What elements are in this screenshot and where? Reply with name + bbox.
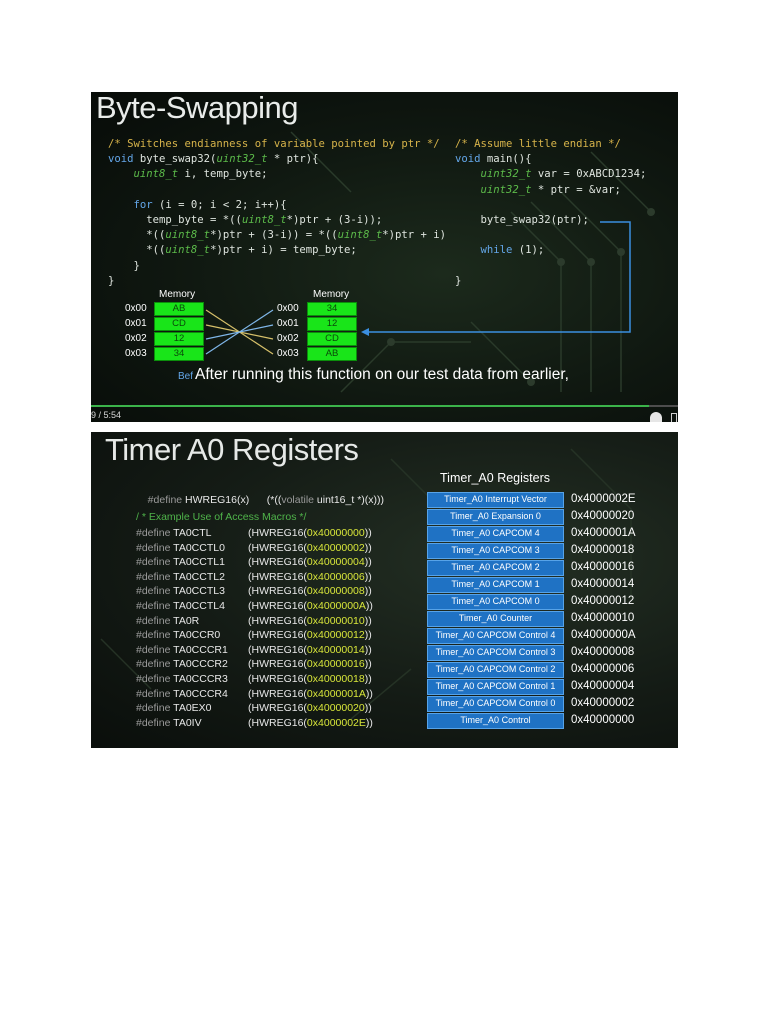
code-line <box>455 228 646 243</box>
fullscreen-icon[interactable] <box>671 413 677 422</box>
code-token: byte_swap32( <box>133 153 217 166</box>
hwreg-call: (HWREG16( <box>248 585 307 598</box>
register-address-hex: 0x4000001A <box>306 687 366 700</box>
register-cell: Timer_A0 CAPCOM 2 <box>427 560 564 576</box>
code-token: uint8_t <box>165 229 211 242</box>
register-address: 0x40000018 <box>571 543 635 556</box>
register-macro-name: TA0CCTL2 <box>170 570 225 583</box>
define-keyword: #define <box>136 702 171 715</box>
register-address: 0x40000000 <box>571 713 635 726</box>
define-name <box>136 629 220 641</box>
code-token: *)ptr + i) <box>382 229 447 242</box>
define-value <box>248 615 372 627</box>
register-cell: Timer_A0 CAPCOM 1 <box>427 577 564 593</box>
code-line <box>108 243 446 258</box>
register-cell: Timer_A0 CAPCOM 0 <box>427 594 564 610</box>
code-token: uint8_t <box>337 229 383 242</box>
hwreg-close: )) <box>364 702 372 715</box>
register-address: 0x40000006 <box>571 662 635 675</box>
memory-cell: 12 <box>154 332 204 346</box>
code-token: var = 0xABCD1234; <box>531 168 647 181</box>
register-macro-name: TA0CCTL0 <box>170 541 225 554</box>
register-macro-name: TA0CCTL4 <box>170 600 225 612</box>
define-name <box>136 688 228 700</box>
register-macro-name: TA0R <box>170 614 200 627</box>
code-token: void <box>108 153 134 166</box>
define-keyword: #define <box>136 527 171 539</box>
register-address: 0x4000002E <box>571 492 636 505</box>
register-macro-name: TA0CCR0 <box>170 629 221 642</box>
define-value <box>248 585 372 597</box>
register-address-hex: 0x40000006 <box>306 570 365 583</box>
register-address-hex: 0x40000018 <box>306 673 365 685</box>
register-cell: Timer_A0 Control <box>427 713 564 729</box>
code-token <box>455 244 481 256</box>
code-line <box>108 152 446 167</box>
register-address: 0x40000014 <box>571 577 635 590</box>
hwreg-close: )) <box>364 614 372 627</box>
hwreg-body-pre: (*(( <box>266 494 282 506</box>
register-address: 0x40000002 <box>571 696 635 709</box>
hwreg-call: (HWREG16( <box>248 600 307 612</box>
define-value <box>248 658 372 670</box>
memory-address: 0x01 <box>125 318 147 329</box>
register-macro-name: TA0CCCR2 <box>170 658 228 671</box>
settings-icon[interactable] <box>650 412 662 422</box>
code-token: uint32_t <box>216 153 268 166</box>
define-name <box>136 571 225 583</box>
code-line <box>455 213 646 228</box>
define-keyword: #define <box>136 673 171 685</box>
register-macro-name: TA0CCCR1 <box>170 643 228 656</box>
register-address-hex: 0x40000008 <box>306 585 365 598</box>
hwreg-call: (HWREG16( <box>248 541 307 554</box>
memory-after-label: Memory <box>313 289 350 300</box>
memory-cell: CD <box>307 332 357 346</box>
hwreg-call: (HWREG16( <box>248 614 307 627</box>
hwreg-close: )) <box>365 687 373 700</box>
hwreg-close: )) <box>364 541 372 554</box>
code-line <box>108 183 446 198</box>
swap-lines <box>206 310 273 354</box>
code-line <box>455 137 646 152</box>
code-line <box>108 198 446 213</box>
main-function-code <box>455 137 646 289</box>
code-token: main(){ <box>480 153 532 166</box>
code-token: } <box>108 274 115 287</box>
code-token: uint8_t <box>133 168 179 181</box>
register-macro-name: TA0IV <box>170 716 202 729</box>
code-line <box>108 137 446 152</box>
define-keyword: #define <box>136 600 171 612</box>
code-token: *)ptr + (3-i)); <box>286 214 383 226</box>
hwreg-close: )) <box>365 716 373 729</box>
register-address-hex: 0x40000002 <box>306 541 365 554</box>
memory-cell: AB <box>307 347 357 361</box>
memory-cell: 34 <box>307 302 357 316</box>
memory-cell: 34 <box>154 347 204 361</box>
define-keyword: #define <box>136 585 171 598</box>
register-address-hex: 0x40000014 <box>306 643 365 656</box>
define-name <box>136 702 212 714</box>
register-macro-name: TA0CTL <box>170 527 212 539</box>
code-token: *(( <box>108 229 166 242</box>
register-address-hex: 0x40000000 <box>306 527 365 539</box>
register-table-title: Timer_A0 Registers <box>440 471 550 485</box>
code-line <box>108 228 446 243</box>
define-keyword: #define <box>136 614 171 627</box>
register-macro-name: TA0CCTL1 <box>170 556 225 569</box>
register-cell: Timer_A0 CAPCOM Control 2 <box>427 662 564 678</box>
register-macro-name: TA0EX0 <box>170 702 212 715</box>
register-macro-name: TA0CCTL3 <box>170 585 225 598</box>
register-cell: Timer_A0 CAPCOM Control 3 <box>427 645 564 661</box>
define-name <box>136 585 225 597</box>
define-value <box>248 600 373 612</box>
register-address: 0x40000004 <box>571 679 635 692</box>
code-token: temp_byte = *(( <box>108 214 242 226</box>
code-token: } <box>108 259 140 272</box>
code-line <box>108 213 446 228</box>
code-line <box>455 274 646 289</box>
code-token: i, temp_byte; <box>178 168 268 181</box>
register-address-hex: 0x40000016 <box>306 658 365 671</box>
hwreg-close: )) <box>364 527 372 539</box>
hwreg-close: )) <box>364 673 372 685</box>
define-keyword: #define <box>136 556 171 569</box>
register-cell: Timer_A0 Counter <box>427 611 564 627</box>
hwreg-body-post: uint16_t *)(x))) <box>314 494 385 506</box>
define-value <box>248 542 372 554</box>
define-name <box>136 542 225 554</box>
hwreg-close: )) <box>364 643 372 656</box>
define-keyword: #define <box>136 658 171 671</box>
define-value <box>248 571 372 583</box>
hwreg-close: )) <box>364 658 372 671</box>
hwreg-call: (HWREG16( <box>248 658 307 671</box>
register-address-hex: 0x40000020 <box>306 702 365 715</box>
define-value <box>248 644 372 656</box>
register-cell: Timer_A0 CAPCOM Control 0 <box>427 696 564 712</box>
register-macro-name: TA0CCCR3 <box>170 673 228 685</box>
code-line <box>455 259 646 274</box>
code-token: *(( <box>108 244 166 257</box>
code-token: uint32_t <box>480 183 532 196</box>
code-token <box>455 184 481 196</box>
memory-address: 0x03 <box>277 348 299 359</box>
define-keyword: #define <box>136 716 171 729</box>
code-token: void <box>455 153 481 166</box>
hwreg-macro: HWREG16(x) <box>185 494 250 506</box>
code-token: uint32_t <box>480 168 532 181</box>
register-address: 0x4000000A <box>571 628 636 641</box>
define-keyword: #define <box>136 687 171 700</box>
hwreg-close: )) <box>364 556 372 569</box>
memory-cell: AB <box>154 302 204 316</box>
hwreg-call: (HWREG16( <box>248 527 307 539</box>
define-keyword: #define <box>147 494 183 506</box>
define-value <box>248 702 372 714</box>
code-token: } <box>455 274 462 287</box>
code-token: (1); <box>512 244 545 257</box>
define-name <box>136 644 228 656</box>
define-value <box>248 717 373 729</box>
video-caption <box>178 366 569 384</box>
hwreg-call: (HWREG16( <box>248 702 307 715</box>
define-value <box>248 688 373 700</box>
register-cell: Timer_A0 CAPCOM Control 4 <box>427 628 564 644</box>
code-token: (i = 0; i < 2; i++){ <box>152 198 287 211</box>
code-token: * ptr){ <box>267 153 319 166</box>
register-address: 0x40000020 <box>571 509 635 522</box>
define-name <box>136 717 202 729</box>
video-time: 9 / 5:54 <box>91 410 122 420</box>
register-cell: Timer_A0 CAPCOM 3 <box>427 543 564 559</box>
code-token <box>108 168 134 180</box>
register-cell: Timer_A0 CAPCOM 4 <box>427 526 564 542</box>
register-cell: Timer_A0 CAPCOM Control 1 <box>427 679 564 695</box>
register-address: 0x40000010 <box>571 611 635 624</box>
code-line <box>455 243 646 258</box>
code-token <box>108 199 134 211</box>
register-address-hex: 0x4000000A <box>306 600 366 612</box>
code-token: /* Assume little endian */ <box>455 138 621 150</box>
register-address-hex: 0x40000010 <box>306 614 365 627</box>
slide-title: Byte-Swapping <box>96 92 299 125</box>
define-value <box>248 629 372 641</box>
define-keyword: #define <box>136 629 171 642</box>
define-value <box>248 556 372 568</box>
code-token: for <box>133 198 153 211</box>
define-name <box>136 658 228 670</box>
code-line <box>455 167 646 182</box>
code-token: /* Switches endianness of variable pointed by ptr */ <box>108 138 440 150</box>
memory-cell: 12 <box>307 317 357 331</box>
memory-address: 0x02 <box>125 333 147 344</box>
hwreg-close: )) <box>364 585 372 598</box>
define-name <box>136 527 212 539</box>
code-line <box>108 274 446 289</box>
memory-address: 0x01 <box>277 318 299 329</box>
code-line <box>455 198 646 213</box>
code-token: * ptr = &var; <box>531 183 621 196</box>
register-cell: Timer_A0 Interrupt Vector <box>427 492 564 508</box>
memory-address: 0x00 <box>277 303 299 314</box>
hwreg-call: (HWREG16( <box>248 570 307 583</box>
register-address: 0x40000016 <box>571 560 635 573</box>
define-keyword: #define <box>136 570 171 583</box>
define-name <box>136 615 199 627</box>
memory-address: 0x00 <box>125 303 147 314</box>
timer-a0-registers-slide <box>91 432 678 748</box>
code-token: uint8_t <box>165 244 211 257</box>
memory-cell: CD <box>154 317 204 331</box>
code-line <box>455 152 646 167</box>
define-value <box>248 527 372 539</box>
byte-swap-function-code <box>108 137 446 289</box>
register-address: 0x40000012 <box>571 594 635 607</box>
register-address: 0x40000008 <box>571 645 635 658</box>
hwreg-call: (HWREG16( <box>248 643 307 656</box>
video-progress-fill <box>91 405 649 407</box>
register-address-hex: 0x40000004 <box>306 556 365 569</box>
register-macro-name: TA0CCCR4 <box>170 687 228 700</box>
memory-address: 0x02 <box>277 333 299 344</box>
code-line <box>455 183 646 198</box>
hwreg-call: (HWREG16( <box>248 556 307 569</box>
caption-prefix: Bef <box>178 371 194 382</box>
code-token: byte_swap32(ptr); <box>455 214 589 226</box>
code-token <box>455 168 481 180</box>
register-address: 0x4000001A <box>571 526 636 539</box>
hwreg-call: (HWREG16( <box>248 687 307 700</box>
register-address-hex: 0x4000002E <box>306 716 366 729</box>
code-token: *)ptr + (3-i)) = *(( <box>210 229 338 242</box>
memory-before-label: Memory <box>159 289 196 300</box>
caption-text: After running this function on our test data from earlier, <box>195 366 569 383</box>
code-line <box>108 259 446 274</box>
slide-title: Timer A0 Registers <box>105 432 359 467</box>
hwreg-volatile: volatile <box>281 494 314 506</box>
hwreg-call: (HWREG16( <box>248 716 307 729</box>
define-name <box>136 600 225 612</box>
hwreg-close: )) <box>365 600 373 612</box>
macro-comment: / * Example Use of Access Macros */ <box>136 511 307 523</box>
register-cell: Timer_A0 Expansion 0 <box>427 509 564 525</box>
byte-swapping-slide <box>91 92 678 422</box>
memory-address: 0x03 <box>125 348 147 359</box>
hwreg-call: (HWREG16( <box>248 629 307 642</box>
define-name <box>136 556 225 568</box>
code-line <box>108 167 446 182</box>
code-token: *)ptr + i) = temp_byte; <box>210 244 357 257</box>
video-progress-bar[interactable] <box>91 405 678 407</box>
hwreg-close: )) <box>364 629 372 642</box>
hwreg-call: (HWREG16( <box>248 673 307 685</box>
define-name <box>136 673 228 685</box>
define-value <box>248 673 372 685</box>
register-address-hex: 0x40000012 <box>306 629 365 642</box>
code-token: while <box>480 244 513 257</box>
define-keyword: #define <box>136 643 171 656</box>
hwreg-close: )) <box>364 570 372 583</box>
code-token: uint8_t <box>241 214 287 226</box>
define-keyword: #define <box>136 541 171 554</box>
